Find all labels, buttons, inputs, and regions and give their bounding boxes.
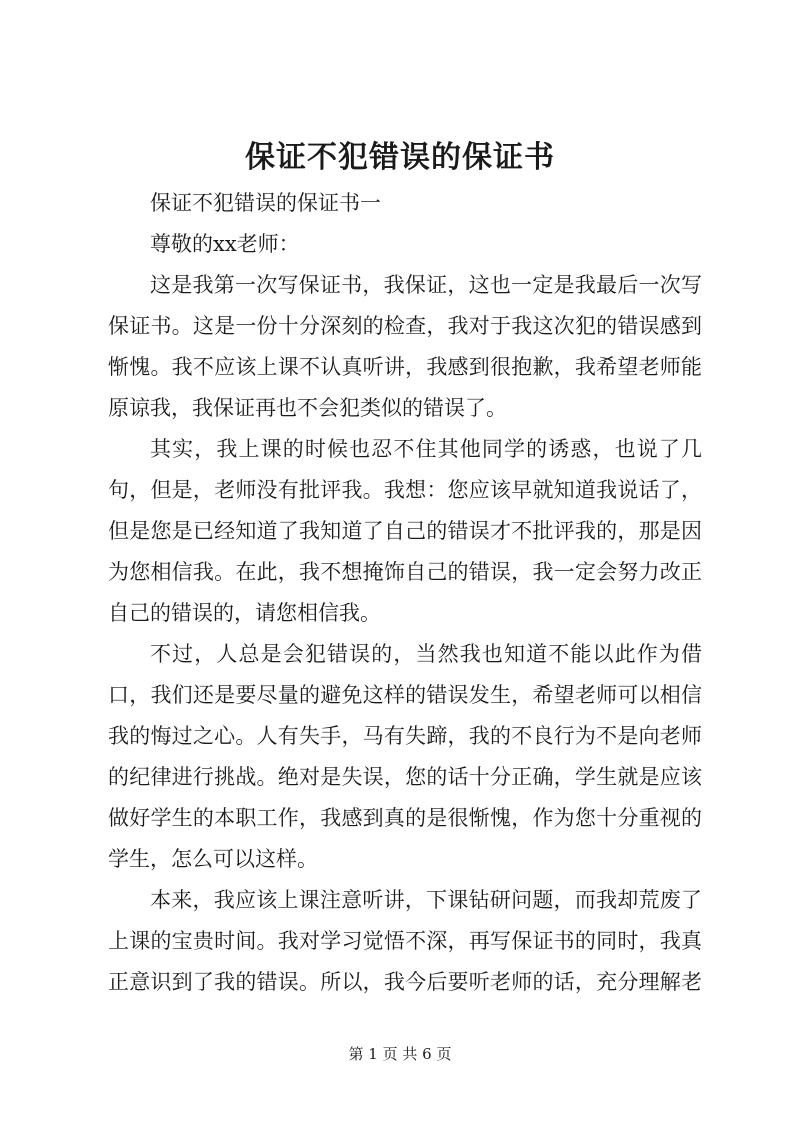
body-paragraph-1: 这是我第一次写保证书，我保证，这也一定是我最后一次写保证书。这是一份十分深刻的检查，我对于我这次犯的错误感到惭愧。我不应该上课不认真听讲，我感到很抱歉，我希望老师能原谅我，我保证再也不会犯类似的错误了。	[108, 273, 702, 420]
document-body	[108, 183, 702, 1003]
body-paragraph-4: 本来，我应该上课注意听讲，下课钻研问题，而我却荒废了上课的宝贵时间。我对学习觉悟不深，再写保证书的同时，我真正意识到了我的错误。所以，我今后要听老师的话，充分理解老	[108, 888, 702, 994]
salutation-paragraph: 尊敬的xx老师：	[150, 232, 300, 256]
page-footer: 第 1 页 共 6 页	[348, 1045, 452, 1063]
body-paragraph-3: 不过，人总是会犯错误的，当然我也知道不能以此作为借口，我们还是要尽量的避免这样的错误发生，希望老师可以相信我的悔过之心。人有失手，马有失蹄，我的不良行为不是向老师的纪律进行挑战。绝对是失误，您的话十分正确，学生就是应该做好学生的本职工作，我感到真的是很惭愧，作为您十分重视的学生，怎么可以这样。	[108, 642, 702, 871]
subtitle-paragraph: 保证不犯错误的保证书一	[150, 191, 381, 215]
body-paragraph-2: 其实，我上课的时候也忍不住其他同学的诱惑，也说了几句，但是，老师没有批评我。我想：您应该早就知道我说话了，但是您是已经知道了我知道了自己的错误才不批评我的，那是因为您相信我。在此，我不想掩饰自己的错误，我一定会努力改正自己的错误的，请您相信我。	[108, 437, 702, 625]
document-title: 保证不犯错误的保证书	[245, 140, 555, 175]
